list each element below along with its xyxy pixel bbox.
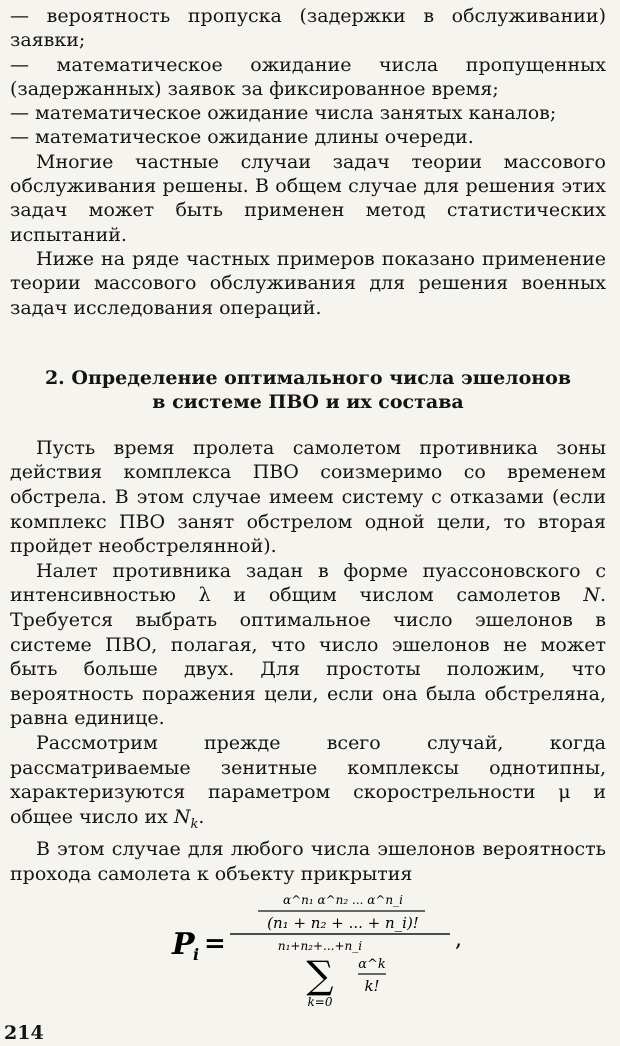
section-paragraph-3 xyxy=(10,731,606,837)
formula-comma: , xyxy=(455,927,462,952)
p2-text-a: Налет противника задан в форме пуассоновского с интенсивностью λ и общим числом самолетов xyxy=(10,559,606,607)
formula xyxy=(0,892,620,1012)
list-line-2: — математическое ожидание числа пропущенных (задержанных) заявок за фиксированное время; xyxy=(10,53,606,100)
heading-line-2: в системе ПВО и их состава xyxy=(152,390,464,413)
p3-text-b: . xyxy=(198,805,205,828)
list-line-3: — математическое ожидание числа занятых каналов; xyxy=(10,102,557,125)
formula-lhs: P xyxy=(172,927,195,962)
p3-text-a: Рассмотрим прежде всего случай, когда рассматриваемые зенитные комплексы однотипны, характеризуются параметром скорострельности μ и общее число их xyxy=(10,731,606,828)
paragraph-2: Ниже на ряде частных примеров показано применение теории массового обслуживания для решения военных задач исследования операций. xyxy=(10,247,606,319)
section-paragraph-1: Пусть время пролета самолетом противника зоны действия комплекса ПВО соизмеримо со временем обстрела. В этом случае имеем систему с отказами (если комплекс ПВО занят обстрелом одной цели, то вторая пройдет необстрелянной). xyxy=(10,436,606,558)
formula-num-top: α^n₁ α^n₂ ... α^n_i xyxy=(282,893,404,907)
section-heading xyxy=(10,366,606,414)
formula-den-frac-num: α^k xyxy=(358,957,386,972)
heading-line-1: 2. Определение оптимального числа эшелонов xyxy=(44,366,572,389)
list-line-1: — вероятность пропуска (задержки в обслуживании) заявки; xyxy=(10,5,606,52)
section-paragraph-4: В этом случае для любого числа эшелонов вероятность прохода самолета к объекту прикрытия xyxy=(10,838,606,885)
section-paragraph-2 xyxy=(10,559,606,731)
formula-lhs-sub: i xyxy=(193,945,200,964)
formula-den-frac-den: k! xyxy=(364,977,380,995)
formula-sum-upper: n₁+n₂+...+n_i xyxy=(277,939,363,953)
page-number: 214 xyxy=(4,1022,44,1044)
formula-sum-lower: k=0 xyxy=(307,995,333,1009)
p3-symbol-sub: k xyxy=(190,816,199,832)
formula-sum-sign: ∑ xyxy=(306,953,334,997)
formula-num-bottom: (n₁ + n₂ + ... + n_i)! xyxy=(267,914,419,932)
p2-symbol-N: N xyxy=(583,584,600,607)
list-line-4: — математическое ожидание длины очереди. xyxy=(10,126,474,149)
p2-text-b: . Требуется выбрать оптимальное число эшелонов в системе ПВО, полагая, что число эшелонов не может быть больше двух. Для простоты положим, что вероятность поражения цели, если она была обстреляна, равна единице. xyxy=(10,584,606,730)
paragraph-1: Многие частные случаи задач теории массового обслуживания решены. В общем случае для решения этих задач может быть применен метод статистических испытаний. xyxy=(10,150,606,246)
p3-symbol-N: N xyxy=(173,805,191,828)
formula-eq: = xyxy=(204,929,226,959)
